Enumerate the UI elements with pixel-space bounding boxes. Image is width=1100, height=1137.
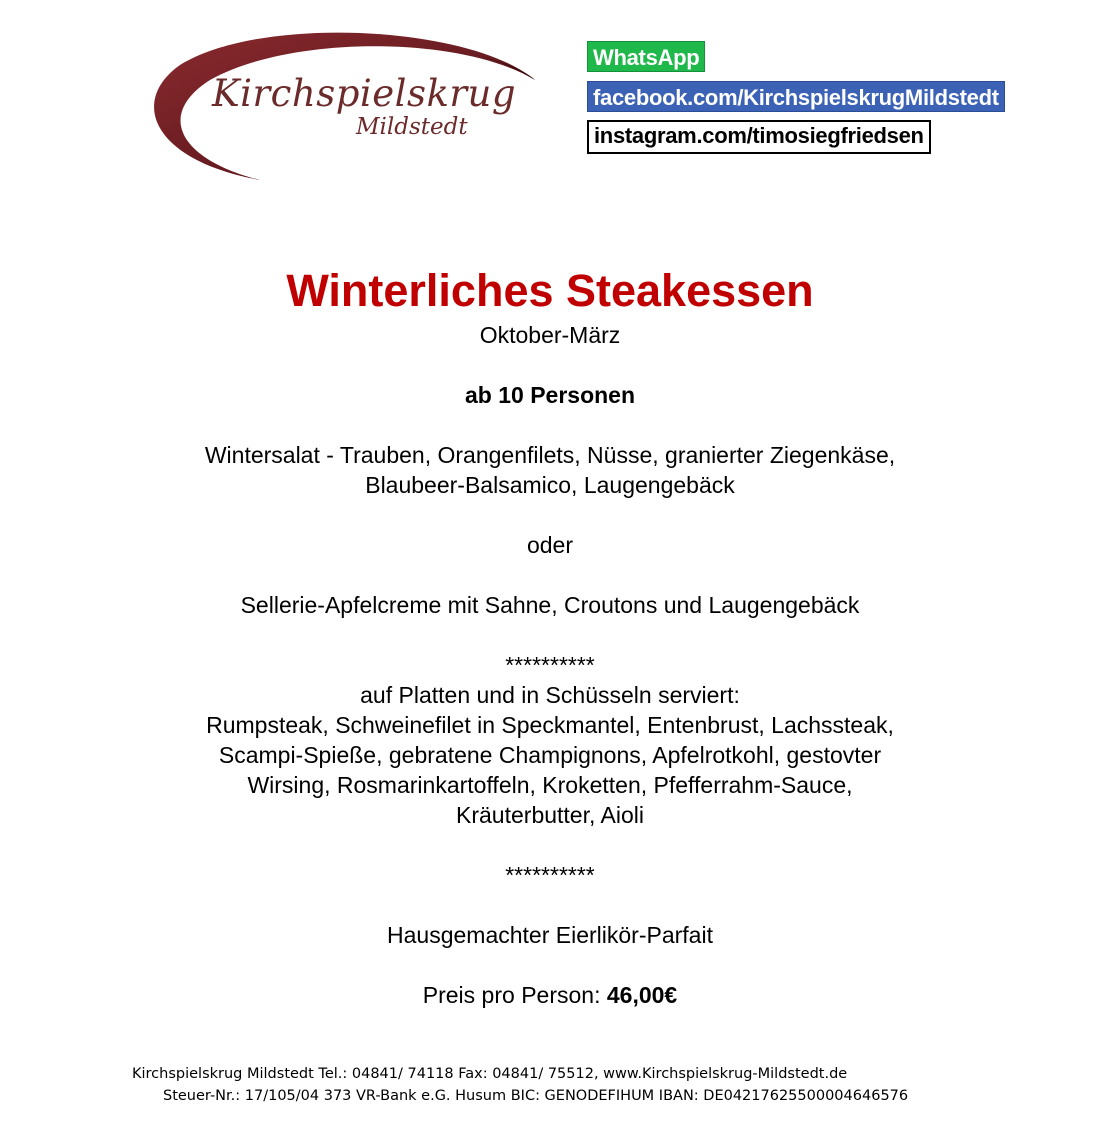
restaurant-logo bbox=[140, 20, 560, 190]
price-label: Preis pro Person: bbox=[422, 982, 607, 1008]
main-line2: Scampi-Spieße, gebratene Champignons, Apfelrotkohl, gestovter bbox=[218, 742, 882, 768]
menu-min-persons: ab 10 Personen bbox=[464, 382, 636, 408]
separator-2: ********** bbox=[505, 862, 595, 888]
menu-season: Oktober-März bbox=[479, 322, 621, 348]
logo-subname: Mildstedt bbox=[356, 114, 468, 140]
footer-contact: Kirchspielskrug Mildstedt Tel.: 04841/ 74118 Fax: 04841/ 75512, www.Kirchspielskrug-Mildstedt.de bbox=[132, 1066, 848, 1082]
starter1-line1: Wintersalat - Trauben, Orangenfilets, Nüsse, granierter Ziegenkäse, bbox=[204, 442, 896, 468]
footer-bank: Steuer-Nr.: 17/105/04 373 VR-Bank e.G. Husum BIC: GENODEFIHUM IBAN: DE04217625500004646576 bbox=[163, 1088, 909, 1104]
price-line bbox=[0, 980, 1100, 1010]
main-intro: auf Platten und in Schüsseln serviert: bbox=[360, 682, 740, 708]
price-value: 46,00€ bbox=[606, 982, 678, 1008]
main-line3: Wirsing, Rosmarinkartoffeln, Kroketten, Pfefferrahm-Sauce, bbox=[247, 772, 853, 798]
whatsapp-badge[interactable]: WhatsApp bbox=[587, 41, 705, 72]
instagram-link[interactable]: instagram.com/timosiegfriedsen bbox=[587, 120, 931, 154]
facebook-link[interactable]: facebook.com/KirchspielskrugMildstedt bbox=[587, 81, 1005, 112]
logo-name: Kirchspielskrug bbox=[212, 72, 517, 115]
main-line1: Rumpsteak, Schweinefilet in Speckmantel, Entenbrust, Lachssteak, bbox=[206, 712, 894, 738]
footer bbox=[0, 1063, 1100, 1107]
dessert: Hausgemachter Eierlikör-Parfait bbox=[387, 922, 713, 948]
starter1-line2: Blaubeer-Balsamico, Laugengebäck bbox=[365, 472, 735, 498]
menu-title: Winterliches Steakessen bbox=[286, 265, 814, 316]
menu-content bbox=[0, 262, 1100, 1010]
main-line4: Kräuterbutter, Aioli bbox=[456, 802, 644, 828]
menu-or: oder bbox=[526, 532, 574, 558]
separator-1: ********** bbox=[505, 652, 595, 678]
starter2: Sellerie-Apfelcreme mit Sahne, Croutons und Laugengebäck bbox=[240, 592, 860, 618]
